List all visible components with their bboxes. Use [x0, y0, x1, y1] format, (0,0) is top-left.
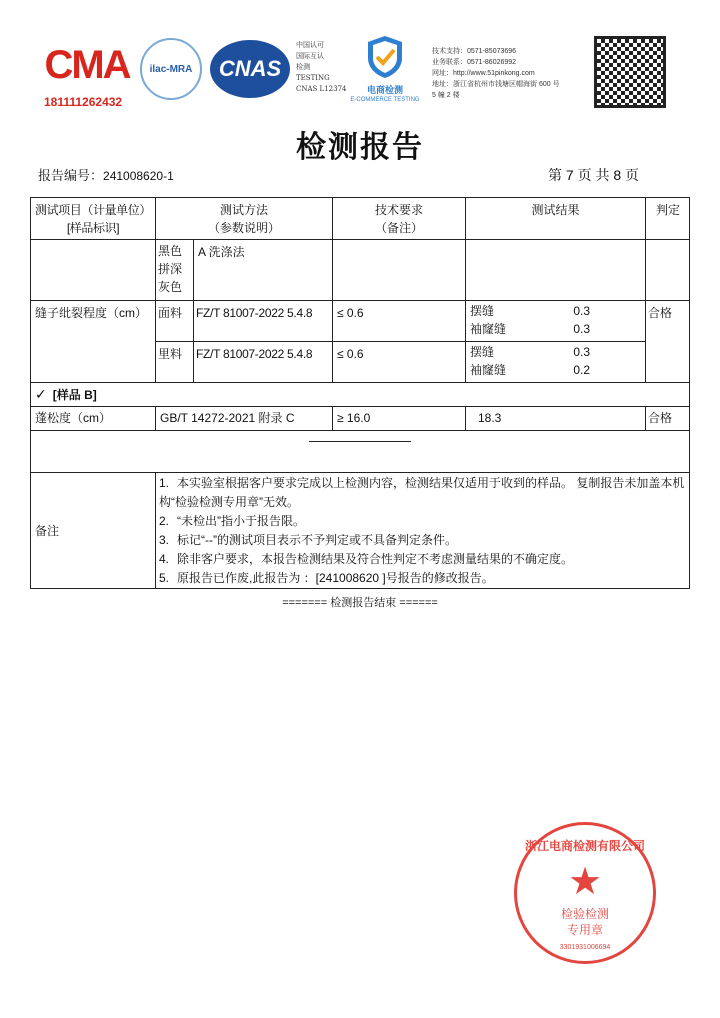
cell-wash-method: A 洗涤法	[193, 239, 332, 300]
cnas-logo-text: CNAS	[218, 56, 282, 81]
header-text: 测试方法	[219, 203, 268, 217]
accr-line: 国际互认	[296, 52, 324, 60]
ilac-logo-text: ilac-MRA	[149, 63, 193, 75]
header-text: 技术要求	[374, 203, 423, 217]
seal-center-text2: 专用章	[566, 923, 603, 937]
accr-line: CNAS L12374	[296, 85, 347, 93]
cell-result	[465, 300, 645, 341]
cma-logo	[42, 40, 132, 90]
report-title: 检测报告	[296, 130, 424, 165]
sample-b-row	[30, 382, 690, 406]
seal-number: 3301931006694	[559, 944, 611, 951]
note-text: 本实验室根据客户要求完成以上检测内容，检测结果仅适用于收到的样品。 复制报告未加盖本机构“检验检测专用章”无效。	[159, 476, 685, 509]
company-seal	[514, 822, 656, 964]
note-number: 3.	[159, 533, 170, 547]
notes-cell	[155, 472, 690, 589]
accr-line: TESTING	[296, 74, 330, 82]
ilac-mra-logo	[140, 38, 202, 100]
cell-method: FZ/T 81007-2022 5.4.8	[193, 300, 332, 341]
cell-requirement: ≤ 0.6	[332, 341, 465, 382]
divider-line	[309, 441, 411, 442]
cell-empty	[645, 239, 690, 300]
blank-row	[30, 430, 690, 472]
accr-line: 中国认可	[296, 41, 324, 49]
accreditation-text	[296, 40, 346, 95]
note-item	[159, 569, 687, 588]
cell-method: FZ/T 81007-2022 5.4.8	[193, 341, 332, 382]
contact-line: 网址：http://www.51pinkong.com	[432, 70, 535, 77]
cell-empty	[332, 239, 465, 300]
note-text: 标记“--”的测试项目表示不予判定或不具备判定条件。	[177, 533, 457, 547]
ecommerce-testing-logo	[345, 34, 425, 106]
cnas-logo	[210, 40, 290, 98]
cell-loft-result: 18.3	[465, 406, 645, 430]
header-text: 测试项目（计量单位）	[34, 203, 151, 217]
header-text: （参数说明）	[207, 221, 280, 235]
star-icon: ★	[567, 861, 603, 903]
result-position: 摆缝	[470, 345, 495, 359]
contact-line: 5 幢 2 楼	[432, 92, 460, 99]
result-value: 0.2	[573, 363, 590, 377]
result-position: 袖窿缝	[470, 363, 507, 377]
cell-empty	[30, 239, 155, 300]
cell-loft-method: GB/T 14272-2021 附录 C	[155, 406, 332, 430]
cell-requirement: ≤ 0.6	[332, 300, 465, 341]
qr-code[interactable]	[594, 36, 666, 108]
header-text: [样品标识]	[66, 221, 120, 235]
note-number: 1.	[159, 476, 170, 490]
seal-center-text: 检验检测	[560, 907, 609, 921]
note-number: 4.	[159, 552, 170, 566]
note-text: “未检出”指小于报告限。	[177, 514, 305, 528]
report-number-label: 报告编号：	[38, 168, 104, 183]
end-of-report: ======= 检测报告结束 ======	[282, 597, 438, 609]
note-item	[159, 531, 687, 550]
cma-number: 181111262432	[44, 95, 123, 109]
header-item	[30, 197, 155, 239]
cell-empty	[465, 239, 645, 300]
page-indicator: 第 7 页 共 8 页	[548, 167, 640, 183]
accr-line: 检测	[296, 63, 310, 71]
result-value: 0.3	[573, 304, 590, 318]
sample-b-label: [样品 B]	[52, 388, 97, 402]
cell-loft-verdict: 合格	[645, 406, 690, 430]
cell-verdict: 合格	[645, 300, 690, 382]
note-item	[159, 474, 687, 512]
seal-ring-text: 浙江电商检测有限公司	[524, 839, 645, 853]
result-value: 0.3	[573, 345, 590, 359]
note-item	[159, 512, 687, 531]
note-text: 原报告已作废,此报告为 ：[241008620 ]号报告的修改报告。	[177, 571, 494, 585]
header-method	[155, 197, 332, 239]
report-number	[38, 165, 174, 184]
note-text: 除非客户要求，本报告检测结果及符合性判定不考虑测量结果的不确定度。	[177, 552, 574, 566]
result-position: 摆缝	[470, 304, 495, 318]
ecommerce-logo-en: E-COMMERCE TESTING	[350, 97, 420, 103]
ecommerce-logo-cn: 电商检测	[366, 85, 403, 95]
shield-check-icon	[365, 34, 405, 80]
cell-result	[465, 341, 645, 382]
cma-logo-text: CMA	[44, 43, 130, 87]
notes-label: 备注	[30, 472, 155, 589]
cell-sample-color: 黑色拼深灰色	[155, 239, 193, 300]
result-position: 袖窿缝	[470, 322, 507, 336]
note-item	[159, 550, 687, 569]
header-result: 测试结果	[465, 197, 645, 239]
contact-line: 技术支持：0571-85073696	[432, 48, 517, 55]
cell-loft-item: 蓬松度（cm）	[30, 406, 155, 430]
header-text: （备注）	[374, 221, 423, 235]
checkmark-icon: ✓	[35, 386, 47, 402]
contact-line: 业务联系：0571-86026992	[432, 59, 517, 66]
report-number-value: 241008620-1	[103, 169, 174, 183]
result-value: 0.3	[573, 322, 590, 336]
contact-line: 地址：浙江省杭州市钱塘区帽海街 600 号	[432, 81, 560, 88]
cell-seam-item: 缝子纰裂程度（cm）	[30, 300, 155, 382]
note-number: 5.	[159, 571, 170, 585]
cell-loft-requirement: ≥ 16.0	[332, 406, 465, 430]
header-requirement	[332, 197, 465, 239]
note-number: 2.	[159, 514, 170, 528]
contact-info	[432, 46, 560, 101]
cell-part: 里料	[155, 341, 193, 382]
header-verdict: 判定	[645, 197, 690, 239]
cell-part: 面料	[155, 300, 193, 341]
results-table	[30, 197, 690, 589]
